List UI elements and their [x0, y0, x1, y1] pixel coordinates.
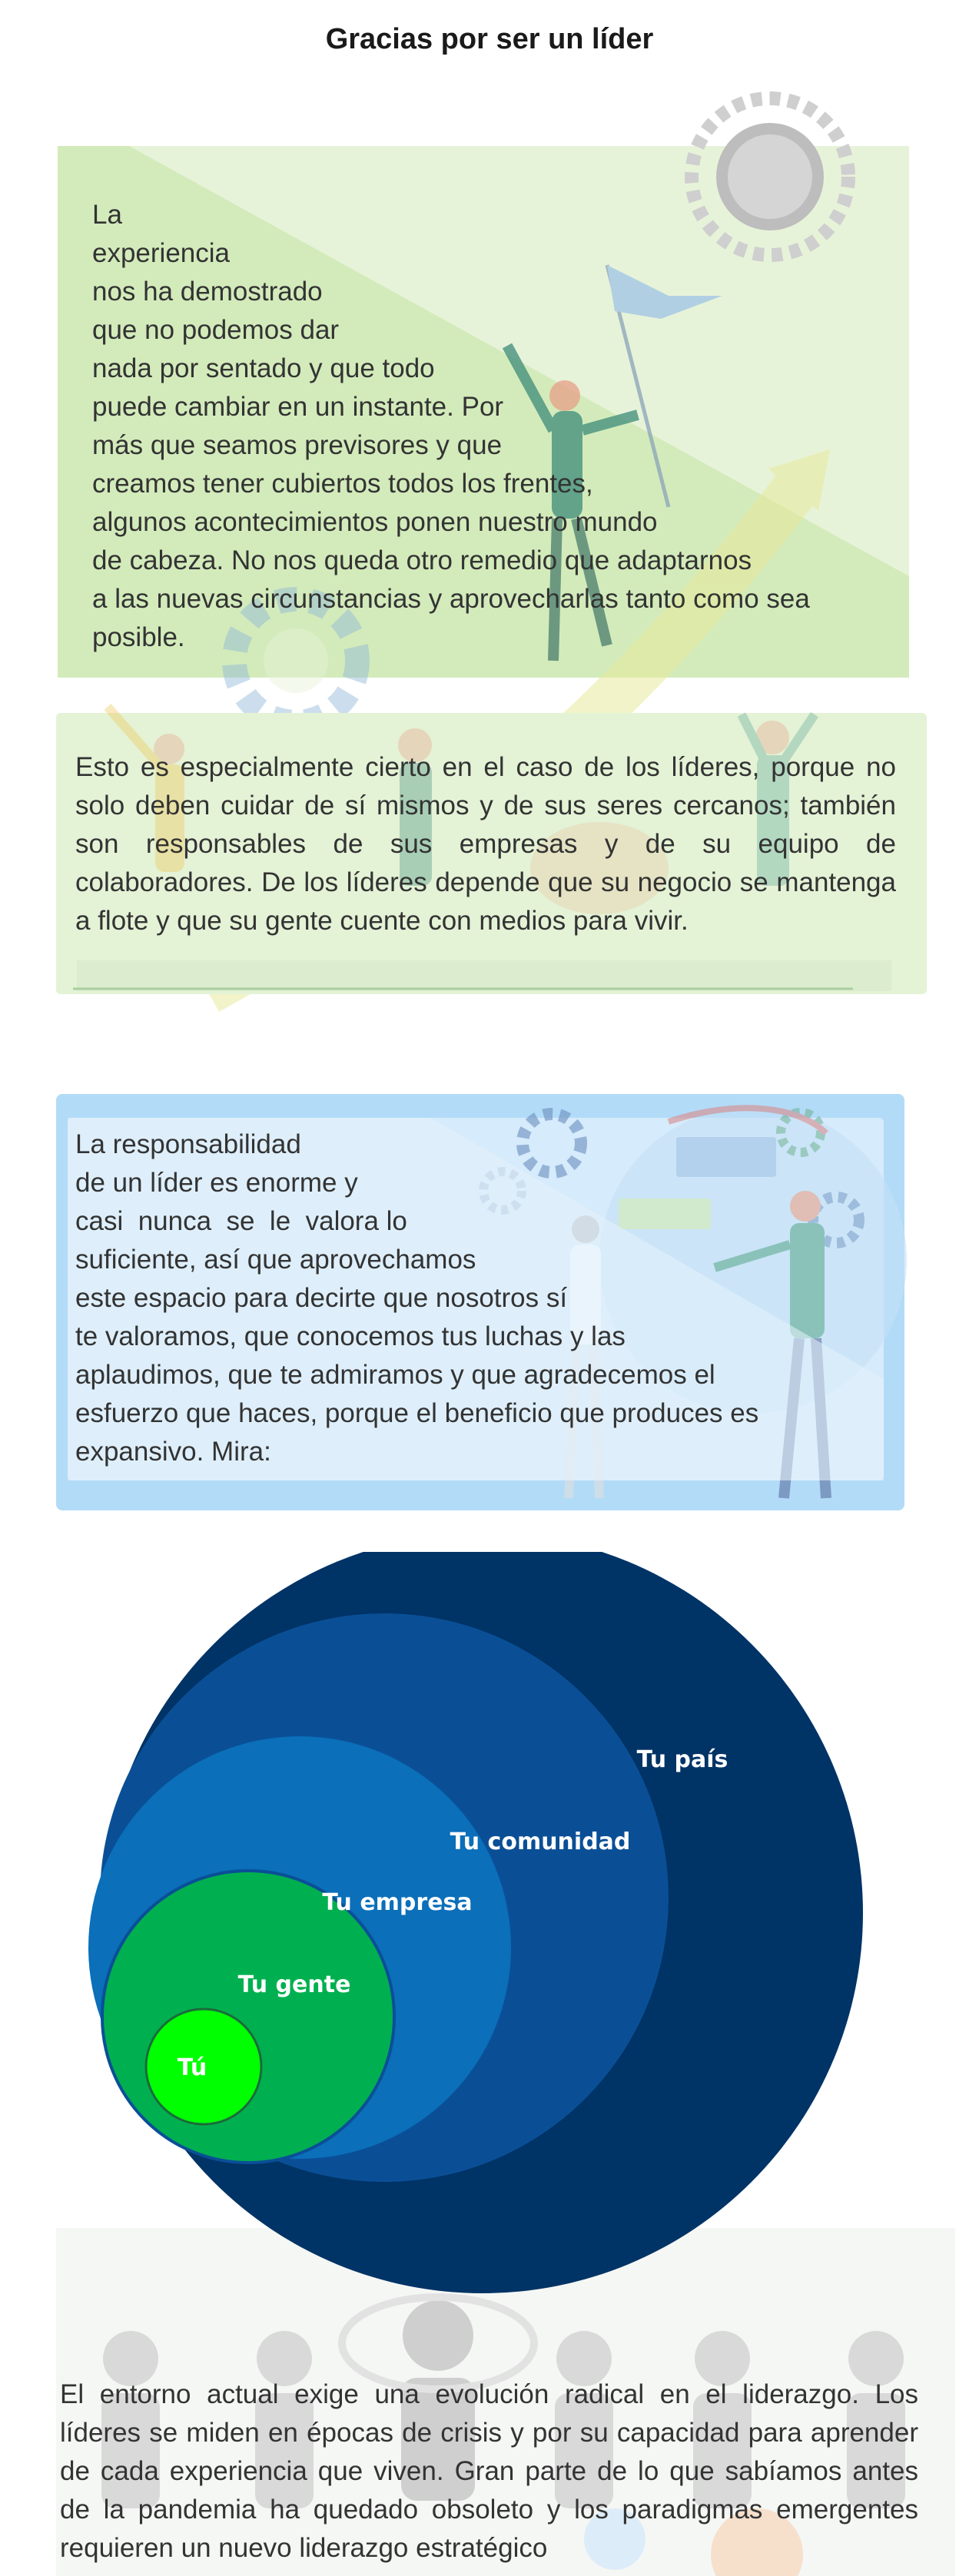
- intro-line: nada por sentado y que todo: [92, 353, 435, 383]
- responsibility-line: te valoramos, que conocemos tus luchas y las: [75, 1321, 626, 1351]
- responsibility-line: suficiente, así que aprovechamos: [75, 1245, 476, 1275]
- intro-line: posible.: [92, 622, 185, 652]
- environment-paragraph: El entorno actual exige una evolución radical en el liderazgo. Los líderes se miden en épocas de crisis y por su capacidad para aprender de cada experiencia que viven. Gran parte de lo que sabíamos antes de la pandemia ha quedado obsoleto y los paradigmas emergentes requieren un nuevo liderazgo estratégico: [60, 2379, 918, 2563]
- intro-line: que no podemos dar: [92, 315, 340, 345]
- community-label: Tu comunidad: [450, 1828, 631, 1855]
- you-label: Tú: [177, 2054, 207, 2081]
- responsibility-line: expansivo. Mira:: [75, 1437, 271, 1467]
- company-label: Tu empresa: [322, 1889, 473, 1916]
- intro-line: La: [92, 200, 122, 230]
- responsibility-line: esfuerzo que haces, porque el beneficio que produces es: [75, 1398, 759, 1428]
- intro-line: creamos tener cubiertos todos los frentes,: [92, 469, 593, 499]
- intro-line: de cabeza. No nos queda otro remedio que adaptarnos: [92, 545, 752, 575]
- responsibility-line: La responsabilidad: [75, 1129, 301, 1159]
- responsibility-line: de un líder es enorme y: [75, 1168, 358, 1198]
- intro-line: experiencia: [92, 238, 230, 268]
- people-label: Tu gente: [237, 1971, 351, 1998]
- intro-line: nos ha demostrado: [92, 277, 323, 307]
- leaders-paragraph: Esto es especialmente cierto en el caso de los líderes, porque no solo deben cuidar de sí mismos y de sus seres cercanos; también son responsables de sus empresas y de su equipo de colaboradores. De los líderes depende que su negocio se mantenga a flote y que su gente cuente con medios para vivir.: [75, 752, 896, 936]
- influence-circles-diagram: [0, 1552, 979, 2312]
- intro-line: a las nuevas circunstancias y aprovecharlas tanto como sea: [92, 584, 810, 614]
- country-label: Tu país: [636, 1746, 728, 1773]
- responsibility-paragraph: [75, 1126, 844, 1471]
- page-title: Gracias por ser un líder: [325, 23, 654, 55]
- intro-line: algunos acontecimientos ponen nuestro mundo: [92, 507, 658, 537]
- intro-paragraph: [92, 196, 922, 657]
- responsibility-line: este espacio para decirte que nosotros sí: [75, 1283, 568, 1313]
- responsibility-line: casi nunca se le valora lo: [75, 1206, 407, 1236]
- intro-line: más que seamos previsores y que: [92, 430, 503, 460]
- intro-line: puede cambiar en un instante. Por: [92, 392, 504, 422]
- responsibility-line: aplaudimos, que te admiramos y que agradecemos el: [75, 1360, 715, 1390]
